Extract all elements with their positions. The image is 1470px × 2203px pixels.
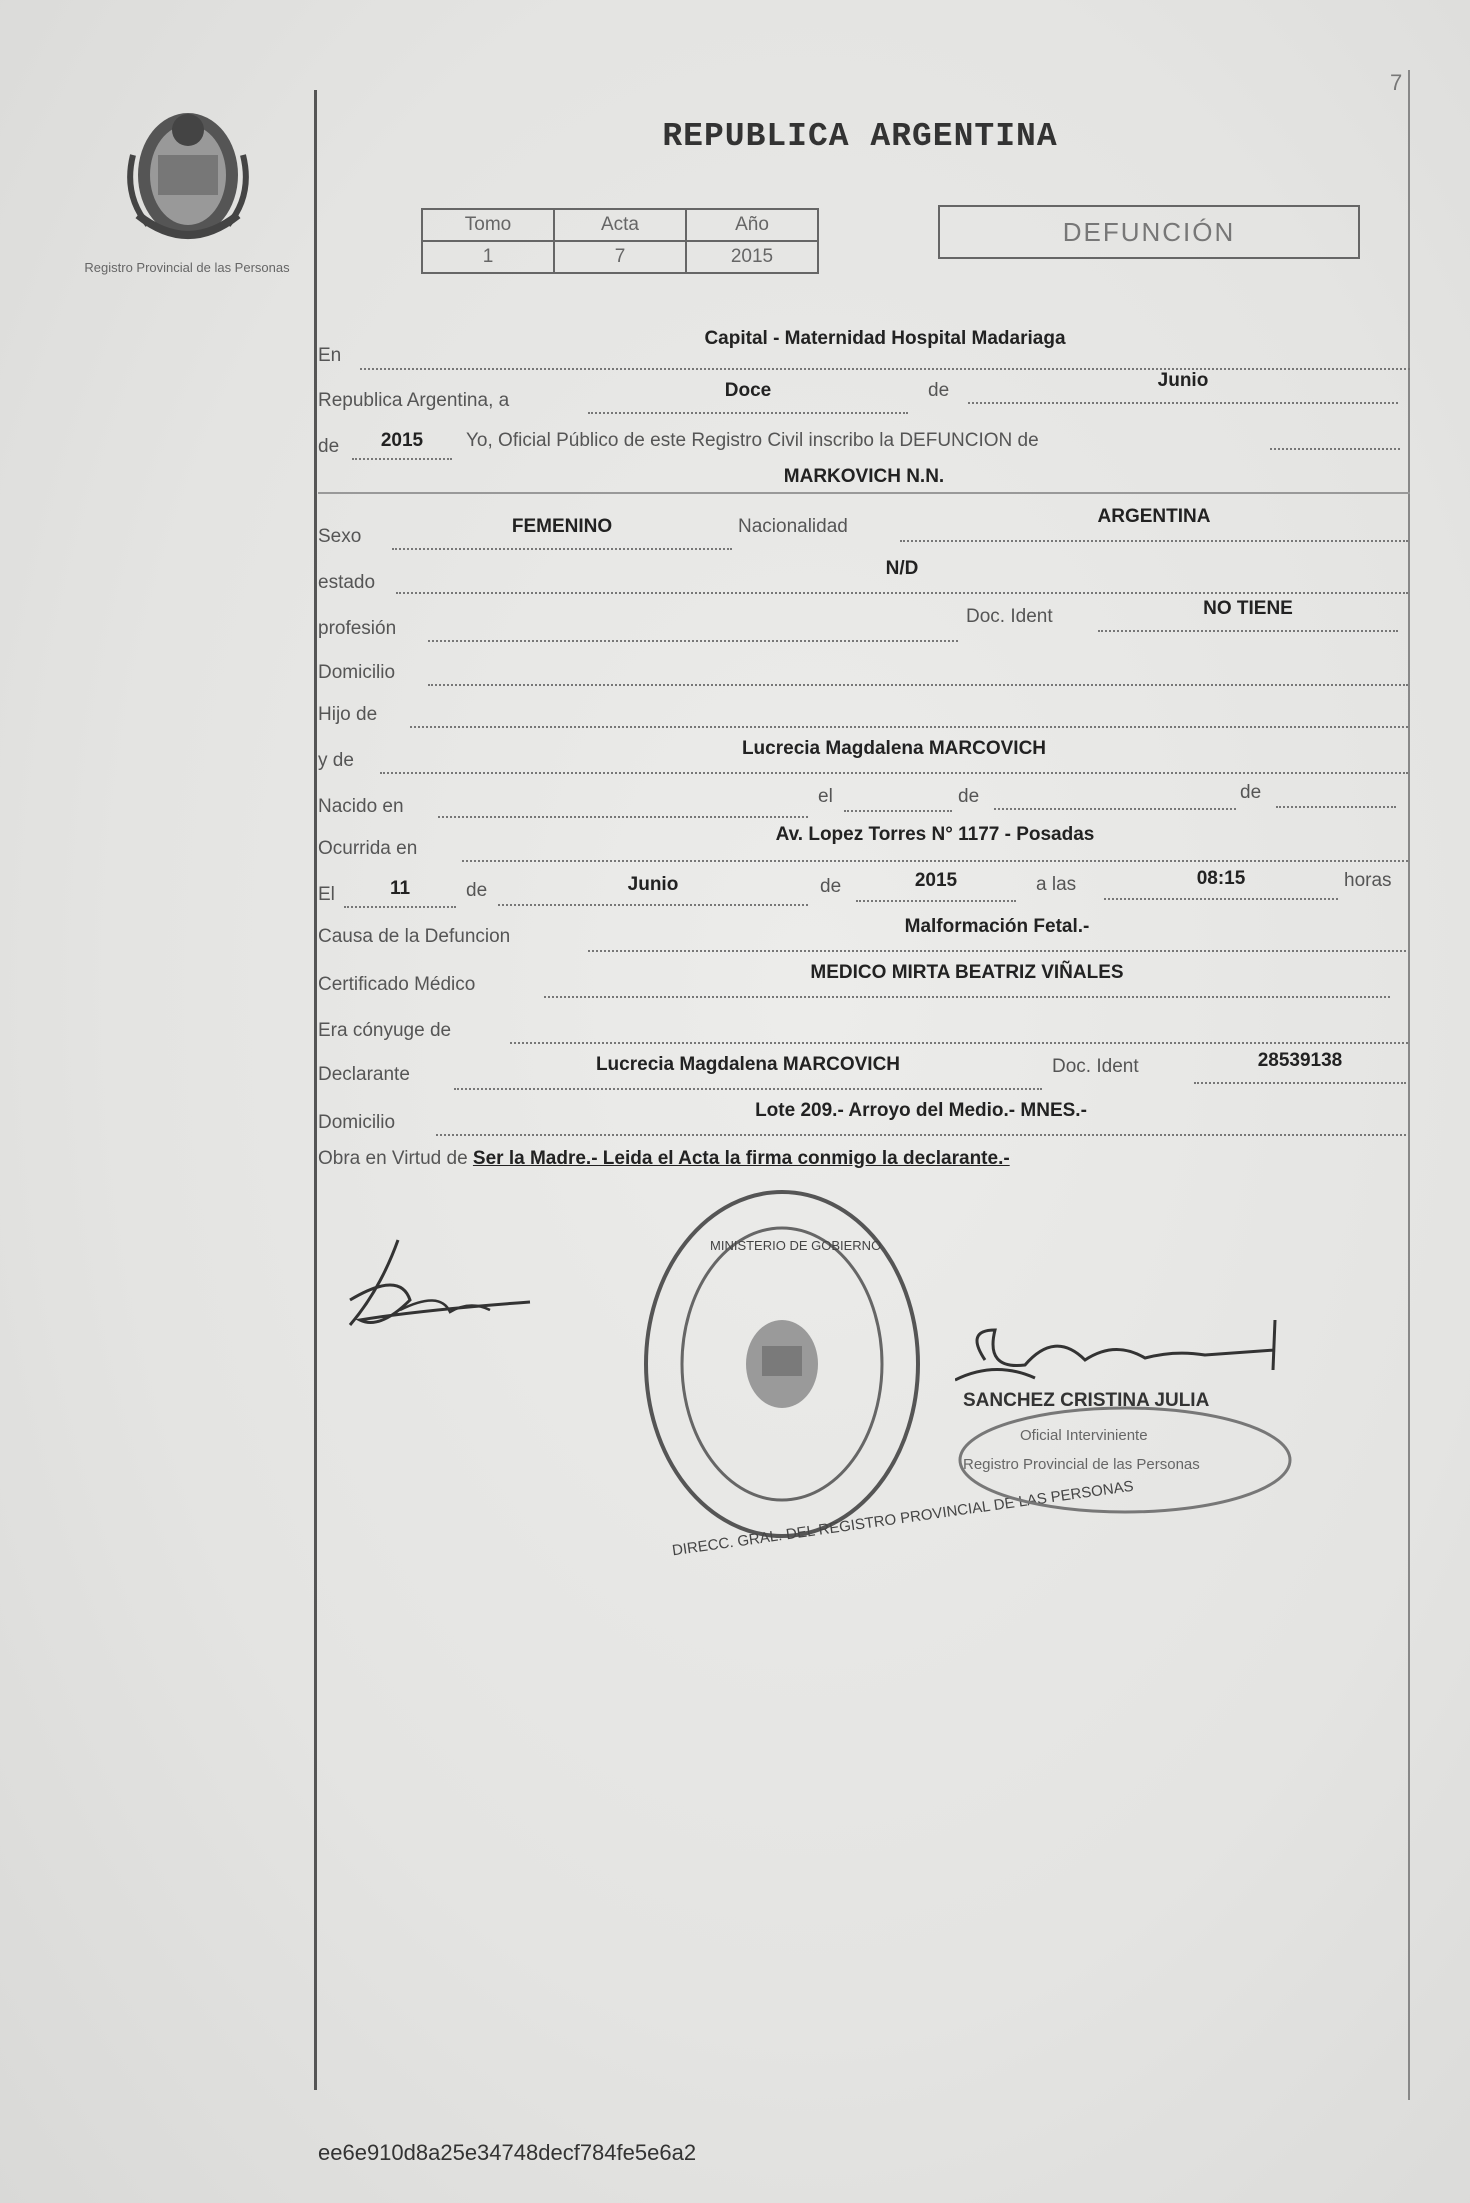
line-conyuge	[510, 1042, 1408, 1044]
document-title: REPUBLICA ARGENTINA	[662, 118, 1058, 155]
label-de-6: de	[820, 876, 842, 897]
ref-header-acta: Acta	[554, 209, 686, 241]
label-el-cap: El	[318, 884, 335, 905]
label-nacionalidad: Nacionalidad	[738, 516, 848, 537]
value-estado: N/D	[885, 558, 919, 579]
line-declarante-domicilio	[436, 1134, 1406, 1136]
value-death-time: 08:15	[1196, 868, 1246, 889]
value-y-de: Lucrecia Magdalena MARCOVICH	[741, 738, 1047, 759]
label-conyuge: Era cónyuge de	[318, 1020, 452, 1041]
line-y-de	[380, 772, 1408, 774]
line-hijo	[410, 726, 1408, 728]
closing-text: Ser la Madre.- Leida el Acta la firma conmigo la declarante.-	[472, 1148, 1010, 1169]
ref-value-acta: 7	[554, 241, 686, 273]
value-declarante-doc: 28539138	[1257, 1050, 1343, 1071]
ref-header-tomo: Tomo	[422, 209, 554, 241]
stamp-inner-text: MINISTERIO DE GOBIERNO	[710, 1238, 882, 1253]
value-death-day: 11	[389, 878, 411, 899]
coat-of-arms-logo	[118, 95, 258, 250]
official-office: Registro Provincial de las Personas	[963, 1456, 1200, 1473]
value-day: Doce	[724, 380, 772, 401]
value-month: Junio	[1157, 370, 1209, 391]
line-declarante-doc	[1194, 1082, 1406, 1084]
label-en: En	[318, 345, 342, 366]
value-death-year: 2015	[914, 870, 958, 891]
label-de-4: de	[1240, 782, 1262, 803]
ref-value-anio: 2015	[686, 241, 818, 273]
value-nacionalidad: ARGENTINA	[1097, 506, 1211, 527]
line-nacido-dia	[844, 810, 952, 812]
label-republica: Republica Argentina, a	[318, 390, 510, 411]
line-doc-ident	[1098, 630, 1398, 632]
label-de-3: de	[958, 786, 980, 807]
line-sexo	[392, 548, 732, 550]
line-nacionalidad	[900, 540, 1408, 542]
ref-value-tomo: 1	[422, 241, 554, 273]
label-nacido: Nacido en	[318, 796, 404, 817]
label-horas: horas	[1344, 870, 1392, 891]
closing-prefix: Obra en Virtud de	[318, 1148, 468, 1169]
value-doc-ident: NO TIENE	[1203, 598, 1293, 619]
value-en: Capital - Maternidad Hospital Madariaga	[704, 328, 1066, 349]
line-nacido-anio	[1276, 806, 1396, 808]
line-day	[588, 412, 908, 414]
label-certificado: Certificado Médico	[318, 974, 476, 995]
line-estado	[396, 592, 1408, 594]
line-death-day	[344, 906, 456, 908]
label-profesion: profesión	[318, 618, 397, 639]
line-ocurrida	[462, 860, 1408, 862]
line-declarante	[454, 1088, 1042, 1090]
rule-1	[318, 492, 1410, 494]
left-border-line	[314, 90, 317, 2090]
value-deceased-name: MARKOVICH N.N.	[783, 466, 945, 487]
line-month	[968, 402, 1398, 404]
value-causa: Malformación Fetal.-	[904, 916, 1090, 937]
stamp-outer-text: DIRECC. GRAL. DEL REGISTRO PROVINCIAL DE LAS PERSONAS	[671, 1477, 1135, 1560]
closing-line	[318, 1148, 1010, 1170]
line-profesion	[428, 640, 958, 642]
label-hijo: Hijo de	[318, 704, 378, 725]
label-causa: Causa de la Defuncion	[318, 926, 511, 947]
label-declarante-domicilio: Domicilio	[318, 1112, 396, 1133]
logo-caption: Registro Provincial de las Personas	[84, 260, 290, 275]
line-death-time	[1104, 898, 1338, 900]
label-de-2: de	[318, 436, 340, 457]
line-nacido-mes	[994, 808, 1236, 810]
official-name: SANCHEZ CRISTINA JULIA	[963, 1390, 1210, 1411]
line-domicilio	[428, 684, 1408, 686]
value-death-month: Junio	[627, 874, 679, 895]
label-sexo: Sexo	[318, 526, 362, 547]
label-de-5: de	[466, 880, 488, 901]
label-declarante: Declarante	[318, 1064, 410, 1085]
record-type-box: DEFUNCIÓN	[938, 205, 1360, 259]
page-number: 7	[1390, 70, 1403, 95]
reference-table	[421, 208, 819, 274]
value-declarante: Lucrecia Magdalena MARCOVICH	[595, 1054, 901, 1075]
value-ocurrida: Av. Lopez Torres N° 1177 - Posadas	[775, 824, 1095, 845]
label-estado: estado	[318, 572, 376, 593]
line-causa	[588, 950, 1406, 952]
value-sexo: FEMENINO	[511, 516, 613, 537]
ref-header-anio: Año	[686, 209, 818, 241]
right-border-line	[1408, 70, 1410, 2100]
label-ocurrida: Ocurrida en	[318, 838, 418, 859]
official-title: Oficial Interviniente	[1020, 1427, 1148, 1444]
label-doc-ident: Doc. Ident	[966, 606, 1053, 627]
line-death-year	[856, 900, 1016, 902]
label-y-de: y de	[318, 750, 354, 771]
document-hash: ee6e910d8a25e34748decf784fe5e6a2	[318, 2140, 697, 2165]
line-inscribe	[1270, 448, 1400, 450]
declarant-signature	[340, 1230, 540, 1340]
official-signature	[955, 1310, 1285, 1395]
label-el: el	[818, 786, 833, 807]
inscribe-text: Yo, Oficial Público de este Registro Civil inscribo la DEFUNCION de	[466, 430, 1039, 451]
line-nacido	[438, 816, 808, 818]
value-certificado: MEDICO MIRTA BEATRIZ VIÑALES	[810, 962, 1124, 983]
line-year	[352, 458, 452, 460]
label-declarante-doc: Doc. Ident	[1052, 1056, 1139, 1077]
value-declarante-domicilio: Lote 209.- Arroyo del Medio.- MNES.-	[755, 1100, 1087, 1121]
line-death-month	[498, 904, 808, 906]
label-de-1: de	[928, 380, 950, 401]
value-year: 2015	[380, 430, 424, 451]
label-a-las: a las	[1036, 874, 1077, 895]
line-certificado	[544, 996, 1390, 998]
label-domicilio: Domicilio	[318, 662, 396, 683]
